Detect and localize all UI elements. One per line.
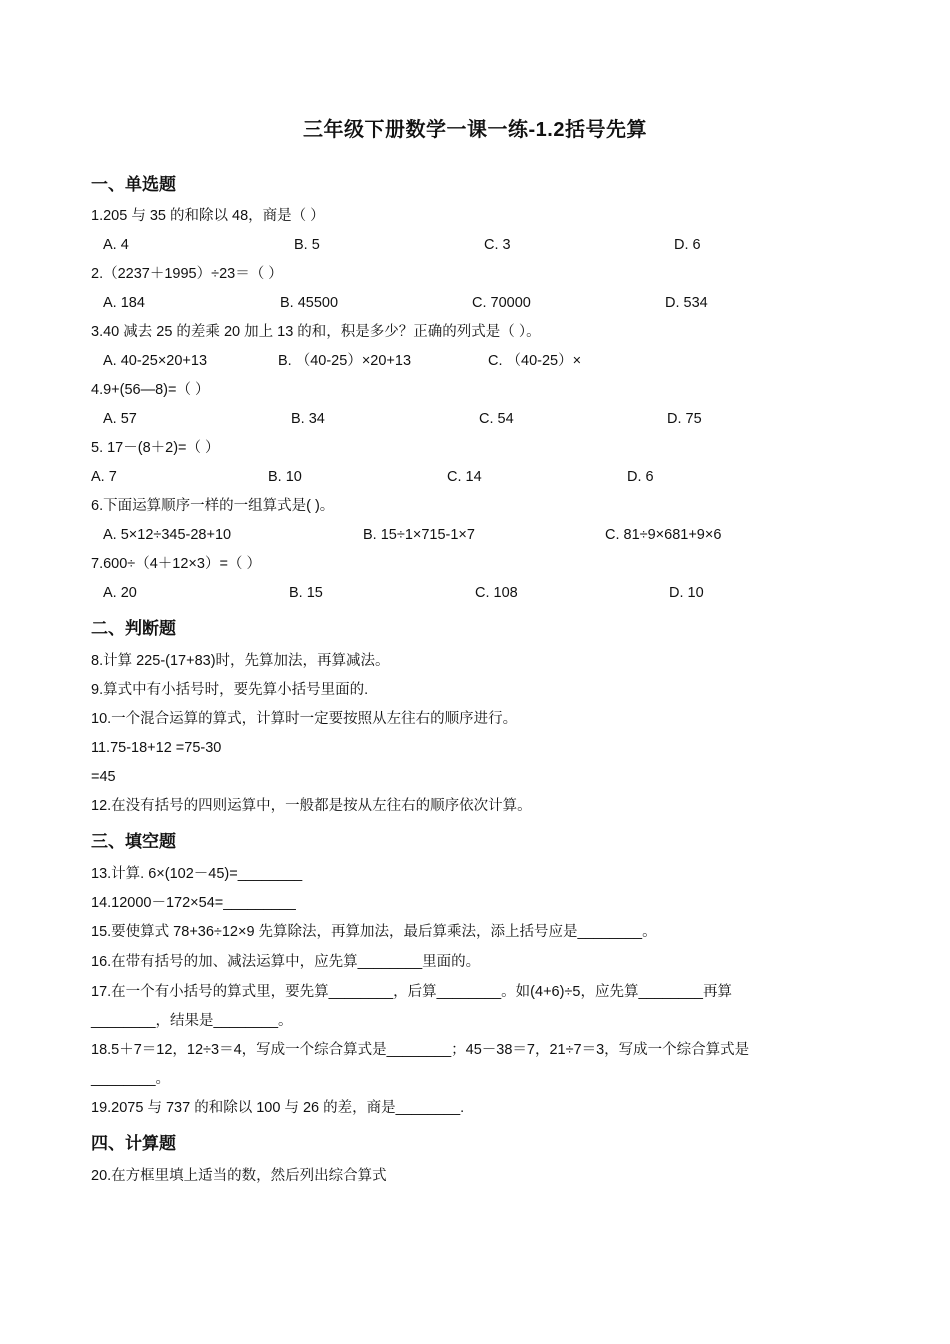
question-11-continued: =45 <box>91 769 116 785</box>
q7-option-c: C. 108 <box>475 585 518 601</box>
q7-option-a: A. 20 <box>103 585 137 601</box>
question-11: 11.75-18+12 =75-30 <box>91 740 222 756</box>
page-title: 三年级下册数学一课一练-1.2括号先算 <box>303 119 647 141</box>
q1-option-b: B. 5 <box>294 237 320 253</box>
q2-option-a: A. 184 <box>103 295 145 311</box>
question-7: 7.600÷（4＋12×3）=（ ） <box>91 556 261 572</box>
question-9: 9.算式中有小括号时，要先算小括号里面的. <box>91 682 369 698</box>
q4-option-c: C. 54 <box>479 411 514 427</box>
q5-option-a: A. 7 <box>91 469 117 485</box>
question-17: 17.在一个有小括号的算式里，要先算________，后算________。如(4+6)÷5，应先算________再算 <box>91 984 732 1000</box>
question-10: 10.一个混合运算的算式，计算时一定要按照从左往右的顺序进行。 <box>91 711 518 727</box>
q4-option-a: A. 57 <box>103 411 137 427</box>
question-20: 20.在方框里填上适当的数，然后列出综合算式 <box>91 1168 387 1184</box>
q2-option-c: C. 70000 <box>472 295 531 311</box>
question-8: 8.计算 225-(17+83)时，先算加法，再算减法。 <box>91 653 390 669</box>
section-heading-calculation: 四、计算题 <box>91 1134 176 1153</box>
q5-option-d: D. 6 <box>627 469 654 485</box>
question-12: 12.在没有括号的四则运算中，一般都是按从左往右的顺序依次计算。 <box>91 798 532 814</box>
question-18: 18.5＋7＝12，12÷3＝4，写成一个综合算式是________；45－38＝7，21÷7＝3，写成一个综合算式是 <box>91 1042 750 1058</box>
q2-option-d: D. 534 <box>665 295 708 311</box>
q7-option-b: B. 15 <box>289 585 323 601</box>
q1-option-d: D. 6 <box>674 237 701 253</box>
question-2: 2.（2237＋1995）÷23＝（ ） <box>91 266 283 282</box>
q5-option-c: C. 14 <box>447 469 482 485</box>
q1-option-a: A. 4 <box>103 237 129 253</box>
question-19: 19.2075 与 737 的和除以 100 与 26 的差，商是________. <box>91 1100 465 1116</box>
question-13: 13.计算. 6×(102－45)=________ <box>91 866 303 882</box>
question-5: 5. 17－(8＋2)=（ ） <box>91 440 220 456</box>
question-17-continued: ________，结果是________。 <box>91 1013 293 1029</box>
q3-option-a: A. 40-25×20+13 <box>103 353 208 369</box>
q6-option-c: C. 81÷9×681+9×6 <box>605 527 722 543</box>
question-18-continued: ________。 <box>91 1071 171 1087</box>
question-14: 14.12000－172×54=_________ <box>91 895 296 911</box>
q4-option-b: B. 34 <box>291 411 325 427</box>
q5-option-b: B. 10 <box>268 469 302 485</box>
section-heading-fill-blank: 三、填空题 <box>91 832 176 851</box>
q6-option-b: B. 15÷1×715-1×7 <box>363 527 475 543</box>
question-16: 16.在带有括号的加、减法运算中，应先算________里面的。 <box>91 954 481 970</box>
question-1: 1.205 与 35 的和除以 48，商是（ ） <box>91 208 325 224</box>
q4-option-d: D. 75 <box>667 411 702 427</box>
q1-option-c: C. 3 <box>484 237 511 253</box>
q7-option-d: D. 10 <box>669 585 704 601</box>
question-15: 15.要使算式 78+36÷12×9 先算除法，再算加法，最后算乘法，添上括号应是________。 <box>91 924 657 940</box>
question-4: 4.9+(56—8)=（ ） <box>91 382 210 398</box>
section-heading-single-choice: 一、单选题 <box>91 175 176 194</box>
q3-option-c: C. （40-25）× <box>488 353 582 369</box>
q6-option-a: A. 5×12÷345-28+10 <box>103 527 232 543</box>
q3-option-b: B. （40-25）×20+13 <box>278 353 412 369</box>
question-3: 3.40 减去 25 的差乘 20 加上 13 的和，积是多少？正确的列式是（ ）。 <box>91 324 541 340</box>
section-heading-judgement: 二、判断题 <box>91 619 176 638</box>
question-6: 6.下面运算顺序一样的一组算式是( )。 <box>91 498 335 514</box>
q2-option-b: B. 45500 <box>280 295 339 311</box>
